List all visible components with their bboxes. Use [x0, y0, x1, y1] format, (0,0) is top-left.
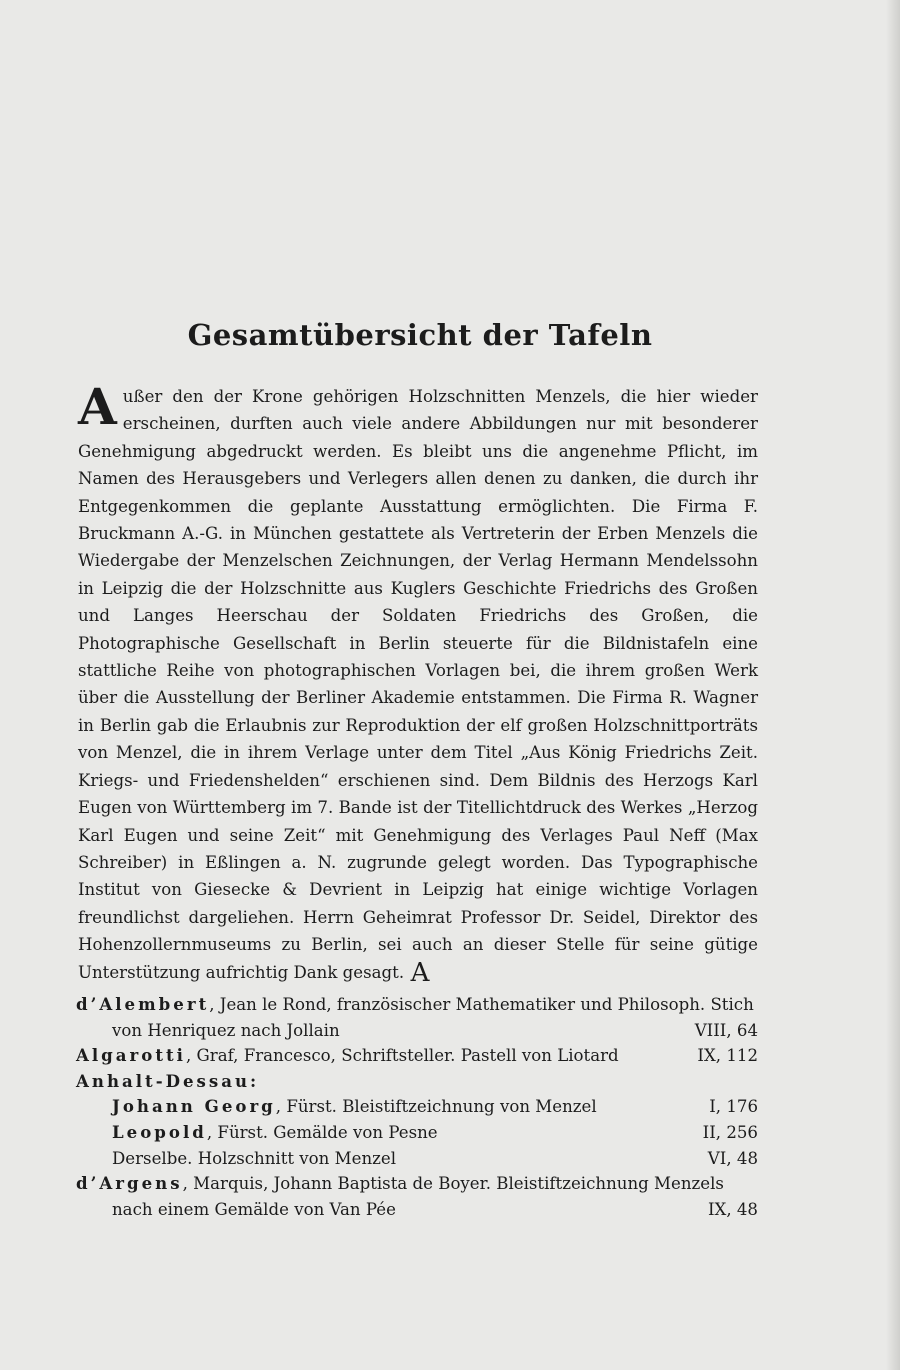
plate-reference: IX, 112 — [697, 1046, 758, 1066]
plate-reference: II, 256 — [702, 1122, 758, 1142]
index-subentry-derselbe — [112, 1146, 758, 1172]
plate-reference: VIII, 64 — [694, 1020, 758, 1040]
index-entry-alembert — [76, 992, 758, 1043]
subentry-name: Leopold — [112, 1121, 207, 1142]
plate-reference: VI, 48 — [707, 1148, 758, 1168]
subentry-description: Derselbe. Holzschnitt von Menzel — [112, 1148, 396, 1168]
index-entry-argens — [76, 1171, 758, 1222]
section-letter: A — [410, 958, 430, 988]
plate-reference: I, 176 — [709, 1097, 758, 1117]
entry-description-cont: von Henriquez nach Jollain — [112, 1020, 340, 1040]
index-subentry-leopold — [112, 1120, 758, 1146]
page-edge-shadow — [886, 0, 900, 1370]
subentry-name: Johann Georg — [112, 1096, 276, 1117]
entry-name: d’Alembert — [76, 994, 210, 1014]
index-entry-anhalt — [76, 1069, 758, 1171]
intro-paragraph — [78, 377, 758, 986]
intro-text: ußer den der Krone gehörigen Holzschnitten Menzels, die hier wieder erscheinen, durften auch viele andere Abbildungen nur mit besonderer Genehmigung abgedruckt werden. Es bleibt uns die angenehme Pflicht, im Namen des Herausgebers und Verlegers allen denen zu danken, die durch ihr Entgegenkommen die geplante Ausstattung ermöglichten. Die Firma F. Bruckmann A.-G. in München gestattete als Vertreterin der Erben Menzels die Wiedergabe der Menzelschen Zeichnungen, der Verlag Hermann Mendelssohn in Leipzig die der Holzschnitte aus Kuglers Geschichte Friedrichs des Großen und Langes Heerschau der Soldaten Friedrichs des Großen, die Photographische Gesellschaft in Berlin steuerte für die Bildnistafeln eine stattliche Reihe von photographischen Vorlagen bei, die ihrem großen Werk über die Ausstellung der Berliner Akademie entstammen. Die Firma R. Wagner in Berlin gab die Erlaubnis zur Reproduktion der elf großen Holzschnittporträts von Menzel, die in ihrem Verlage unter dem Titel „Aus König Friedrichs Zeit. Kriegs- und Friedenshelden“ erschienen sind. Dem Bildnis des Herzogs Karl Eugen von Württemberg im 7. Bande ist der Titellichtdruck des Werkes „Herzog Karl Eugen und seine Zeit“ mit Genehmigung des Verlages Paul Neff (Max Schreiber) in Eßlingen a. N. zugrunde gelegt worden. Das Typographische Institut von Giesecke & Devrient in Leipzig hat einige wichtige Vorlagen freundlichst dargeliehen. Herrn Geheimrat Professor Dr. Seidel, Direktor des Hohenzollernmuseums zu Berlin, sei auch an dieser Stelle für seine gütige Unterstützung aufrichtig Dank gesagt. — [78, 387, 758, 982]
index-list — [76, 992, 758, 1222]
index-subentry-johann-georg — [112, 1094, 758, 1120]
index-entry-algarotti — [76, 1043, 758, 1069]
entry-description: , Graf, Francesco, Schriftsteller. Pastell von Liotard — [185, 1046, 619, 1066]
subentry-description: , Fürst. Gemälde von Pesne — [206, 1122, 438, 1142]
page-title: Gesamtübersicht der Tafeln — [187, 318, 653, 352]
entry-description-cont: nach einem Gemälde von Van Pée — [112, 1199, 396, 1219]
entry-description: , Jean le Rond, französischer Mathematiker und Philosoph. Stich — [209, 995, 754, 1014]
subentry-description: , Fürst. Bleistiftzeichnung von Menzel — [275, 1097, 597, 1117]
plate-reference: IX, 48 — [707, 1199, 758, 1219]
entry-name: Anhalt-Dessau: — [76, 1070, 260, 1091]
entry-name: d’Argens — [76, 1173, 183, 1194]
entry-description: , Marquis, Johann Baptista de Boyer. Bleistiftzeichnung Menzels — [182, 1174, 724, 1194]
drop-cap-initial: A — [78, 377, 117, 436]
entry-name: Algarotti — [76, 1045, 186, 1066]
